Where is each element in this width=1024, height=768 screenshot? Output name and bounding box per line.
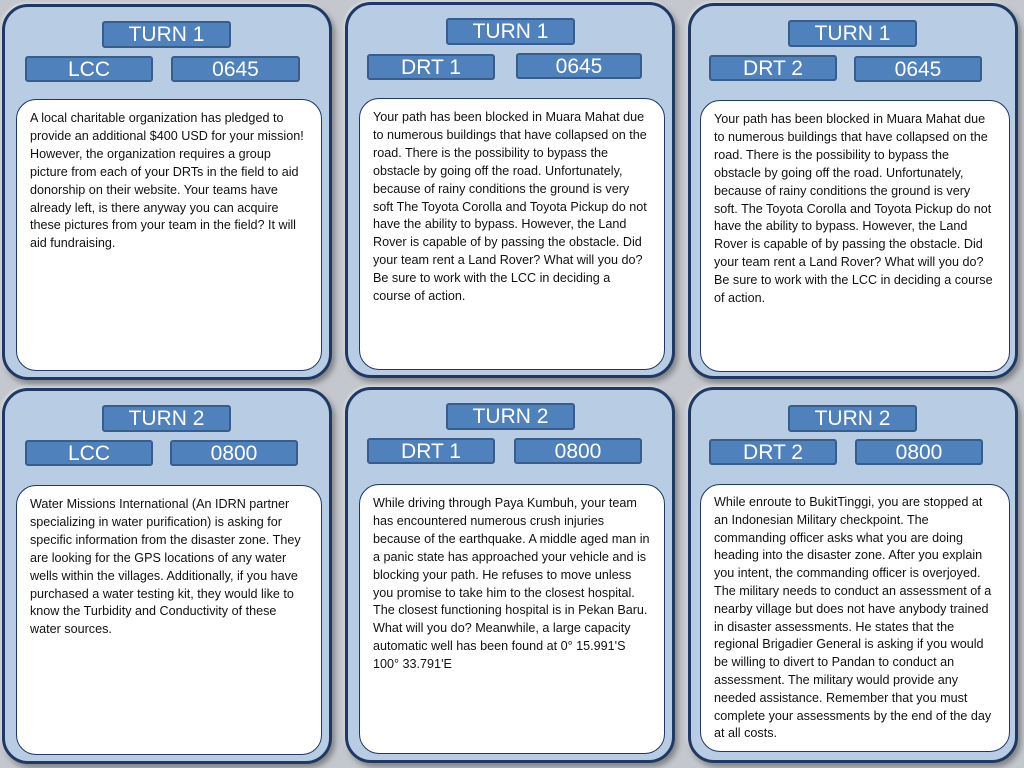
scenario-text: Your path has been blocked in Muara Mahat due to numerous buildings that have collapsed on the road. There is the possibility to bypass the obstacle by going off the road. Unfortunately, because of rainy conditions the ground is very soft. The Toyota Corolla and Toyota Pickup do not have the ability to bypass. However, the Land Rover is capable of by passing the obstacle. Did your team rent a Land Rover? What will you do? Be sure to work with the LCC in deciding a course of action. bbox=[700, 100, 1010, 372]
turn-label: TURN 2 bbox=[788, 405, 917, 432]
role-label: LCC bbox=[25, 440, 153, 466]
scenario-text: Your path has been blocked in Muara Mahat due to numerous buildings that have collapsed on the road. There is the possibility to bypass the obstacle by going off the road. Unfortunately, because of rainy conditions the ground is very soft The Toyota Corolla and Toyota Pickup do not have the ability to bypass. However, the Land Rover is capable of by passing the obstacle. Did your team rent a Land Rover? What will you do? Be sure to work with the LCC in deciding a course of action. bbox=[359, 98, 665, 370]
time-label: 0800 bbox=[514, 438, 642, 464]
card-turn2-drt1 bbox=[345, 387, 675, 763]
card-turn1-drt2 bbox=[688, 3, 1018, 379]
time-label: 0645 bbox=[516, 53, 642, 79]
time-label: 0800 bbox=[170, 440, 298, 466]
turn-label: TURN 1 bbox=[102, 21, 231, 48]
role-label: DRT 2 bbox=[709, 55, 837, 81]
role-label: DRT 1 bbox=[367, 438, 495, 464]
time-label: 0800 bbox=[855, 439, 983, 465]
scenario-text: While driving through Paya Kumbuh, your team has encountered numerous crush injuries because of the earthquake. A middle aged man in a panic state has approached your vehicle and is blocking your path. He refuses to move unless you promise to take him to the closest hospital. The closest functioning hospital is in Pekan Baru. What will you do? Meanwhile, a large capacity automatic well has been found at 0° 15.991'S 100° 33.791'E bbox=[359, 484, 665, 754]
card-turn1-drt1 bbox=[345, 2, 675, 378]
role-label: LCC bbox=[25, 56, 153, 82]
scenario-text: While enroute to BukitTinggi, you are stopped at an Indonesian Military checkpoint. The commanding officer asks what you are doing heading into the disaster zone. After you explain you intent, the commanding officer is overjoyed. The military needs to conduct an assessment of a nearby village but does not have anybody trained in disaster assessments. He states that the regional Brigadier General is asking if you would be willing to divert to Pandan to conduct an assessment. The military would provide any needed assistance. Remember that you must complete your assessments by the end of the day at all costs. bbox=[700, 484, 1010, 752]
time-label: 0645 bbox=[854, 56, 982, 82]
turn-label: TURN 1 bbox=[446, 18, 575, 45]
scenario-text: Water Missions International (An IDRN partner specializing in water purification) is asking for specific information from the disaster zone. They are looking for the GPS locations of any water wells within the villages. Additionally, if you have purchased a water testing kit, they would like to know the Turbidity and Conductivity of these water sources. bbox=[16, 485, 322, 755]
card-turn2-drt2 bbox=[688, 387, 1018, 763]
turn-label: TURN 2 bbox=[102, 405, 231, 432]
time-label: 0645 bbox=[171, 56, 300, 82]
role-label: DRT 2 bbox=[709, 439, 837, 465]
turn-label: TURN 2 bbox=[446, 403, 575, 430]
card-turn2-lcc bbox=[2, 388, 332, 764]
turn-label: TURN 1 bbox=[788, 20, 917, 47]
role-label: DRT 1 bbox=[367, 54, 495, 80]
scenario-text: A local charitable organization has pledged to provide an additional $400 USD for your mission! However, the organization requires a group picture from each of your DRTs in the field to aid donorship on their website. Your teams have already left, is there anyway you can acquire these pictures from your team in the field? It will aid fundraising. bbox=[16, 99, 322, 371]
card-turn1-lcc bbox=[2, 4, 332, 380]
